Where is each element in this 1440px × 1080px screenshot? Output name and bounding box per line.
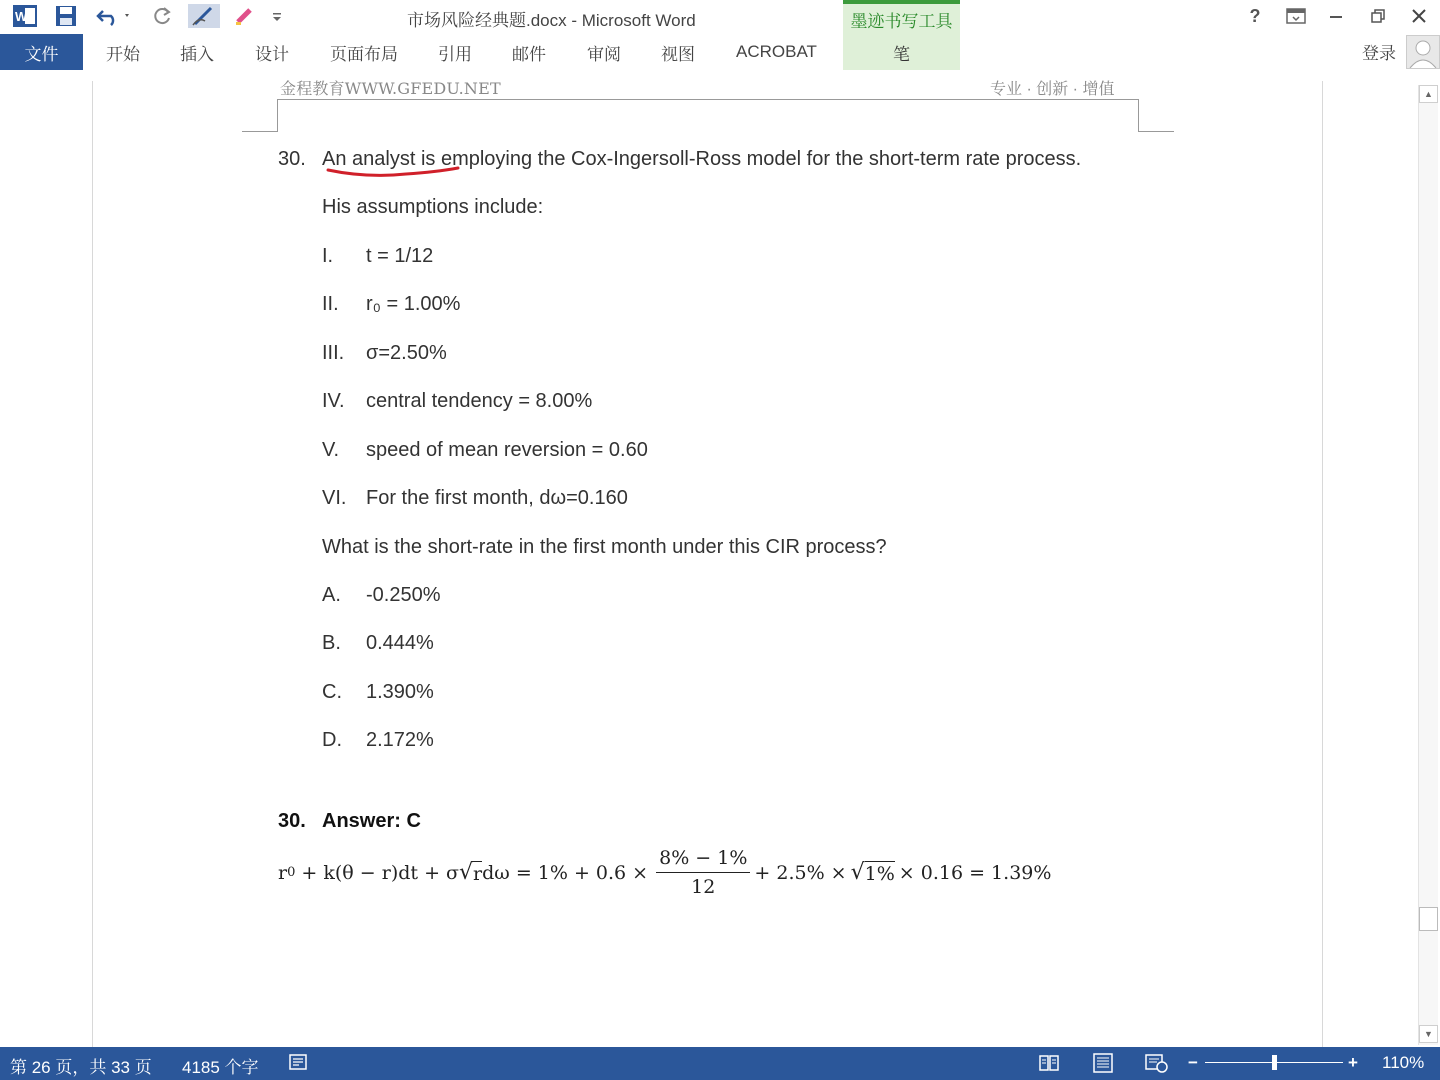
read-mode-icon[interactable] — [1038, 1053, 1060, 1078]
tab-view[interactable]: 视图 — [661, 44, 695, 64]
assumption-text: central tendency = 8.00% — [366, 390, 593, 412]
redo-icon[interactable] — [150, 4, 174, 28]
option-label: B. — [322, 632, 341, 654]
option-text: 0.444% — [366, 632, 434, 654]
option-text: -0.250% — [366, 584, 441, 606]
restore-icon[interactable] — [1363, 4, 1393, 28]
option-label: A. — [322, 584, 341, 606]
tab-pen[interactable]: 笔 — [843, 34, 960, 70]
page-header-left: 金程教育WWW.GFEDU.NET — [280, 79, 501, 98]
assumption-text: σ=2.50% — [366, 342, 447, 364]
assumption-text: t = 1/12 — [366, 245, 434, 267]
tab-file[interactable]: 文件 — [0, 34, 83, 70]
margin-corner-left — [242, 100, 278, 132]
sqrt-arg: r — [473, 863, 483, 885]
formula-fraction — [656, 847, 750, 898]
ribbon-tab-bar — [0, 34, 1440, 71]
minimize-icon[interactable] — [1321, 4, 1351, 28]
question-stem: An analyst is employing the Cox-Ingersoll-Ross model for the short-term rate process. — [322, 148, 1082, 170]
undo-icon[interactable] — [94, 4, 134, 28]
margin-corner-right — [1138, 100, 1174, 132]
help-icon[interactable]: ? — [1249, 5, 1261, 26]
pen-icon[interactable] — [188, 4, 220, 28]
ink-underline-stroke — [326, 166, 461, 180]
assumption-text: r₀ = 1.00% — [366, 293, 461, 315]
option-label: C. — [322, 681, 342, 703]
ribbon-display-options-icon[interactable] — [1281, 4, 1311, 28]
vertical-scrollbar[interactable] — [1418, 85, 1438, 1045]
proofing-icon[interactable] — [289, 1053, 309, 1076]
assumption-text: For the first month, dω=0.160 — [366, 487, 628, 509]
tab-acrobat[interactable]: ACROBAT — [736, 42, 817, 61]
page-left-edge — [92, 81, 93, 1047]
ink-tools-contextual-title: 墨迹书写工具 — [843, 0, 960, 34]
question-number: 30. — [278, 148, 306, 170]
page-indicator[interactable]: 第 26 页，共 33 页 — [10, 1058, 152, 1077]
formula-rhs-mid: + 2.5% × — [754, 861, 847, 884]
print-layout-icon[interactable] — [1092, 1053, 1114, 1078]
customize-quick-access-icon[interactable] — [270, 4, 284, 28]
zoom-in-icon[interactable]: + — [1348, 1053, 1358, 1072]
sqrt-r: √ r — [459, 860, 483, 885]
question-prompt: What is the short-rate in the first month under this CIR process? — [322, 536, 887, 558]
formula-lhs-mid: + k(θ − r)dt + σ — [295, 861, 459, 884]
close-icon[interactable] — [1404, 4, 1434, 28]
tab-references[interactable]: 引用 — [438, 44, 472, 64]
assumption-label: III. — [322, 342, 345, 364]
option-label: D. — [322, 729, 342, 751]
tab-insert[interactable]: 插入 — [180, 44, 214, 64]
answer-number: 30. — [278, 810, 306, 832]
formula-lhs-pre: r — [278, 861, 288, 884]
assumptions-intro: His assumptions include: — [322, 196, 544, 218]
page-right-edge — [1322, 81, 1323, 1047]
tab-home[interactable]: 开始 — [106, 44, 140, 64]
word-count[interactable]: 4185 个字 — [182, 1058, 259, 1077]
title-bar — [0, 0, 1440, 34]
page-header-right: 专业 · 创新 · 增值 — [990, 81, 1115, 98]
zoom-level[interactable]: 110% — [1382, 1053, 1425, 1072]
formula-rhs-post: × 0.16 = 1.39% — [898, 861, 1052, 884]
save-icon[interactable] — [54, 4, 78, 28]
formula-lhs-sub: 0 — [287, 865, 296, 880]
fraction-denominator: 12 — [691, 876, 716, 898]
assumption-text: speed of mean reversion = 0.60 — [366, 439, 648, 461]
answer-text: Answer: C — [322, 810, 421, 832]
assumption-label: I. — [322, 245, 334, 267]
word-app-icon[interactable] — [12, 4, 38, 28]
tab-review[interactable]: 审阅 — [587, 44, 621, 64]
assumption-label: IV. — [322, 390, 345, 412]
assumption-label: II. — [322, 293, 339, 315]
svg-text:W: W — [15, 9, 28, 24]
document-area[interactable] — [0, 71, 1440, 1047]
tab-mailings[interactable]: 邮件 — [512, 44, 546, 64]
zoom-slider-thumb[interactable] — [1272, 1055, 1277, 1070]
zoom-out-icon[interactable]: − — [1188, 1053, 1198, 1072]
status-bar — [0, 1047, 1440, 1080]
tab-page-layout[interactable]: 页面布局 — [330, 44, 398, 64]
web-layout-icon[interactable] — [1145, 1053, 1169, 1078]
answer-formula — [278, 847, 1051, 898]
sqrt-1pct: √ 1% — [850, 860, 895, 885]
header-rule — [277, 99, 1139, 100]
scroll-down-icon[interactable]: ▼ — [1419, 1025, 1438, 1043]
highlighter-icon[interactable] — [232, 4, 258, 28]
assumption-label: VI. — [322, 487, 347, 509]
scroll-thumb[interactable] — [1419, 907, 1438, 931]
tab-design[interactable]: 设计 — [255, 44, 289, 64]
sqrt-arg: 1% — [864, 863, 895, 885]
scroll-up-icon[interactable]: ▲ — [1419, 85, 1438, 103]
fraction-numerator: 8% − 1% — [656, 847, 750, 873]
avatar[interactable] — [1406, 35, 1440, 69]
option-text: 2.172% — [366, 729, 434, 751]
signin-link[interactable]: 登录 — [1362, 44, 1396, 63]
option-text: 1.390% — [366, 681, 434, 703]
assumption-label: V. — [322, 439, 340, 461]
formula-lhs-post: dω = 1% + 0.6 × — [482, 861, 649, 884]
window-title: 市场风险经典题.docx - Microsoft Word — [407, 11, 696, 30]
